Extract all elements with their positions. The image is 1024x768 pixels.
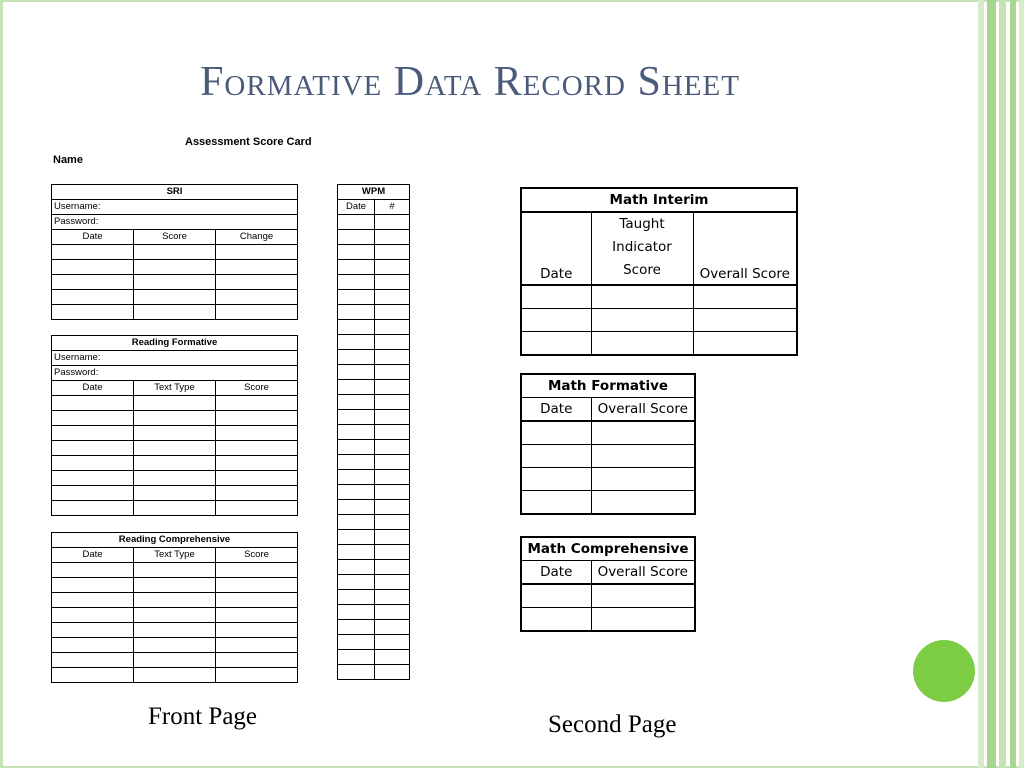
wpm-data-row xyxy=(338,440,410,455)
wpm-data-row xyxy=(338,575,410,590)
wpm-data-row xyxy=(338,470,410,485)
blank-entry-cell[interactable] xyxy=(338,635,375,650)
blank-entry-cell[interactable] xyxy=(134,396,216,411)
reading-comprehensive-data-row xyxy=(52,593,298,608)
reading-comprehensive-data-row xyxy=(52,578,298,593)
wpm-col-number: # xyxy=(375,200,410,215)
blank-entry-cell[interactable] xyxy=(216,471,298,486)
blank-entry-cell[interactable] xyxy=(216,501,298,516)
math-comprehensive-table xyxy=(520,536,696,632)
slide-frame-top xyxy=(0,0,1024,2)
math-formative-col-date: Date xyxy=(521,398,591,422)
sri-data-row xyxy=(52,290,298,305)
decorative-bar xyxy=(978,0,984,768)
blank-entry-cell[interactable] xyxy=(52,260,134,275)
sri-username-field[interactable]: Username: xyxy=(52,200,298,215)
reading-comprehensive-data-row xyxy=(52,638,298,653)
reading-formative-password-field[interactable]: Password: xyxy=(52,366,298,381)
blank-entry-cell[interactable] xyxy=(216,653,298,668)
name-label: Name xyxy=(53,154,83,166)
math-formative-data-row xyxy=(521,491,695,515)
blank-entry-cell[interactable] xyxy=(375,530,410,545)
blank-entry-cell[interactable] xyxy=(338,590,375,605)
blank-entry-cell[interactable] xyxy=(375,410,410,425)
blank-entry-cell[interactable] xyxy=(338,665,375,680)
blank-entry-cell[interactable] xyxy=(338,245,375,260)
blank-entry-cell[interactable] xyxy=(338,605,375,620)
blank-entry-cell[interactable] xyxy=(338,545,375,560)
blank-entry-cell[interactable] xyxy=(375,575,410,590)
blank-entry-cell[interactable] xyxy=(375,470,410,485)
wpm-data-row xyxy=(338,485,410,500)
blank-entry-cell[interactable] xyxy=(521,421,591,445)
blank-entry-cell[interactable] xyxy=(134,456,216,471)
sri-table xyxy=(51,184,298,320)
blank-entry-cell[interactable] xyxy=(134,411,216,426)
blank-entry-cell[interactable] xyxy=(375,545,410,560)
blank-entry-cell[interactable] xyxy=(216,593,298,608)
reading-comprehensive-title: Reading Comprehensive xyxy=(52,533,298,548)
math-comprehensive-col-overall-score: Overall Score xyxy=(591,561,695,585)
reading-formative-title: Reading Formative xyxy=(52,336,298,351)
blank-entry-cell[interactable] xyxy=(134,245,216,260)
reading-formative-data-row xyxy=(52,411,298,426)
sri-col-score: Score xyxy=(134,230,216,245)
blank-entry-cell[interactable] xyxy=(338,530,375,545)
reading-formative-col-score: Score xyxy=(216,381,298,396)
blank-entry-cell[interactable] xyxy=(375,590,410,605)
sri-title: SRI xyxy=(52,185,298,200)
blank-entry-cell[interactable] xyxy=(591,584,695,608)
wpm-data-row xyxy=(338,590,410,605)
blank-entry-cell[interactable] xyxy=(134,668,216,683)
sri-data-row xyxy=(52,260,298,275)
blank-entry-cell[interactable] xyxy=(693,332,797,356)
blank-entry-cell[interactable] xyxy=(338,440,375,455)
blank-entry-cell[interactable] xyxy=(375,380,410,395)
blank-entry-cell[interactable] xyxy=(591,608,695,632)
blank-entry-cell[interactable] xyxy=(134,608,216,623)
wpm-data-row xyxy=(338,635,410,650)
blank-entry-cell[interactable] xyxy=(52,290,134,305)
blank-entry-cell[interactable] xyxy=(216,260,298,275)
blank-entry-cell[interactable] xyxy=(375,215,410,230)
blank-entry-cell[interactable] xyxy=(216,305,298,320)
sri-col-date: Date xyxy=(52,230,134,245)
math-formative-title: Math Formative xyxy=(521,374,695,398)
blank-entry-cell[interactable] xyxy=(591,332,693,356)
blank-entry-cell[interactable] xyxy=(134,275,216,290)
reading-comprehensive-table xyxy=(51,532,298,683)
blank-entry-cell[interactable] xyxy=(338,395,375,410)
blank-entry-cell[interactable] xyxy=(375,425,410,440)
blank-entry-cell[interactable] xyxy=(338,620,375,635)
blank-entry-cell[interactable] xyxy=(591,491,695,515)
wpm-data-row xyxy=(338,215,410,230)
blank-entry-cell[interactable] xyxy=(134,578,216,593)
blank-entry-cell[interactable] xyxy=(375,260,410,275)
blank-entry-cell[interactable] xyxy=(52,623,134,638)
blank-entry-cell[interactable] xyxy=(375,500,410,515)
wpm-data-row xyxy=(338,500,410,515)
wpm-data-row xyxy=(338,410,410,425)
wpm-table xyxy=(337,184,410,680)
blank-entry-cell[interactable] xyxy=(52,653,134,668)
math-interim-table xyxy=(520,187,798,356)
blank-entry-cell[interactable] xyxy=(375,350,410,365)
wpm-data-row xyxy=(338,245,410,260)
reading-comprehensive-data-row xyxy=(52,653,298,668)
blank-entry-cell[interactable] xyxy=(216,623,298,638)
wpm-data-row xyxy=(338,425,410,440)
blank-entry-cell[interactable] xyxy=(521,491,591,515)
blank-entry-cell[interactable] xyxy=(134,623,216,638)
blank-entry-cell[interactable] xyxy=(375,665,410,680)
math-interim-data-row xyxy=(521,285,797,309)
blank-entry-cell[interactable] xyxy=(375,650,410,665)
blank-entry-cell[interactable] xyxy=(52,593,134,608)
blank-entry-cell[interactable] xyxy=(338,575,375,590)
blank-entry-cell[interactable] xyxy=(134,501,216,516)
blank-entry-cell[interactable] xyxy=(521,309,591,332)
math-formative-data-row xyxy=(521,421,695,445)
blank-entry-cell[interactable] xyxy=(375,230,410,245)
wpm-data-row xyxy=(338,560,410,575)
wpm-data-row xyxy=(338,620,410,635)
blank-entry-cell[interactable] xyxy=(521,608,591,632)
blank-entry-cell[interactable] xyxy=(338,380,375,395)
blank-entry-cell[interactable] xyxy=(338,230,375,245)
blank-entry-cell[interactable] xyxy=(338,410,375,425)
blank-entry-cell[interactable] xyxy=(521,584,591,608)
reading-comprehensive-data-row xyxy=(52,608,298,623)
blank-entry-cell[interactable] xyxy=(216,563,298,578)
blank-entry-cell[interactable] xyxy=(134,260,216,275)
blank-entry-cell[interactable] xyxy=(52,608,134,623)
math-formative-col-overall-score: Overall Score xyxy=(591,398,695,422)
reading-formative-data-row xyxy=(52,486,298,501)
wpm-col-date: Date xyxy=(338,200,375,215)
front-page-caption: Front Page xyxy=(148,703,258,730)
blank-entry-cell[interactable] xyxy=(338,560,375,575)
blank-entry-cell[interactable] xyxy=(338,260,375,275)
wpm-data-row xyxy=(338,320,410,335)
reading-comprehensive-data-row xyxy=(52,623,298,638)
math-comprehensive-data-row xyxy=(521,584,695,608)
blank-entry-cell[interactable] xyxy=(216,245,298,260)
blank-entry-cell[interactable] xyxy=(52,396,134,411)
decorative-bar xyxy=(999,0,1006,768)
blank-entry-cell[interactable] xyxy=(216,275,298,290)
wpm-data-row xyxy=(338,275,410,290)
blank-entry-cell[interactable] xyxy=(591,285,693,309)
blank-entry-cell[interactable] xyxy=(338,455,375,470)
math-interim-data-row xyxy=(521,332,797,356)
blank-entry-cell[interactable] xyxy=(375,320,410,335)
blank-entry-cell[interactable] xyxy=(216,608,298,623)
blank-entry-cell[interactable] xyxy=(134,305,216,320)
blank-entry-cell[interactable] xyxy=(134,638,216,653)
reading-comprehensive-data-row xyxy=(52,668,298,683)
reading-formative-data-row xyxy=(52,426,298,441)
blank-entry-cell[interactable] xyxy=(216,578,298,593)
reading-formative-col-date: Date xyxy=(52,381,134,396)
math-formative-table xyxy=(520,373,696,515)
wpm-data-row xyxy=(338,530,410,545)
blank-entry-cell[interactable] xyxy=(134,441,216,456)
wpm-data-row xyxy=(338,455,410,470)
wpm-title: WPM xyxy=(338,185,410,200)
blank-entry-cell[interactable] xyxy=(216,411,298,426)
blank-entry-cell[interactable] xyxy=(338,515,375,530)
math-interim-col-overall-score: Overall Score xyxy=(693,212,797,285)
blank-entry-cell[interactable] xyxy=(591,445,695,468)
blank-entry-cell[interactable] xyxy=(375,485,410,500)
wpm-data-row xyxy=(338,545,410,560)
blank-entry-cell[interactable] xyxy=(216,638,298,653)
blank-entry-cell[interactable] xyxy=(375,245,410,260)
blank-entry-cell[interactable] xyxy=(216,668,298,683)
reading-comprehensive-col-score: Score xyxy=(216,548,298,563)
blank-entry-cell[interactable] xyxy=(338,350,375,365)
blank-entry-cell[interactable] xyxy=(134,471,216,486)
math-interim-data-row xyxy=(521,309,797,332)
blank-entry-cell[interactable] xyxy=(52,471,134,486)
blank-entry-cell[interactable] xyxy=(375,305,410,320)
blank-entry-cell[interactable] xyxy=(591,468,695,491)
wpm-data-row xyxy=(338,230,410,245)
blank-entry-cell[interactable] xyxy=(338,485,375,500)
reading-formative-table xyxy=(51,335,298,516)
wpm-data-row xyxy=(338,350,410,365)
sri-data-row xyxy=(52,305,298,320)
blank-entry-cell[interactable] xyxy=(693,309,797,332)
blank-entry-cell[interactable] xyxy=(52,245,134,260)
wpm-data-row xyxy=(338,605,410,620)
wpm-data-row xyxy=(338,365,410,380)
blank-entry-cell[interactable] xyxy=(521,468,591,491)
blank-entry-cell[interactable] xyxy=(134,563,216,578)
blank-entry-cell[interactable] xyxy=(338,335,375,350)
score-card-title: Assessment Score Card xyxy=(185,136,312,148)
reading-formative-username-field[interactable]: Username: xyxy=(52,351,298,366)
blank-entry-cell[interactable] xyxy=(338,290,375,305)
blank-entry-cell[interactable] xyxy=(338,425,375,440)
decorative-bar xyxy=(1019,0,1024,768)
blank-entry-cell[interactable] xyxy=(338,365,375,380)
blank-entry-cell[interactable] xyxy=(375,605,410,620)
blank-entry-cell[interactable] xyxy=(216,486,298,501)
blank-entry-cell[interactable] xyxy=(591,309,693,332)
reading-formative-data-row xyxy=(52,501,298,516)
wpm-data-row xyxy=(338,380,410,395)
blank-entry-cell[interactable] xyxy=(375,335,410,350)
blank-entry-cell[interactable] xyxy=(52,638,134,653)
blank-entry-cell[interactable] xyxy=(134,593,216,608)
blank-entry-cell[interactable] xyxy=(52,563,134,578)
blank-entry-cell[interactable] xyxy=(52,668,134,683)
math-comprehensive-col-date: Date xyxy=(521,561,591,585)
blank-entry-cell[interactable] xyxy=(216,290,298,305)
slide-frame-left xyxy=(0,0,3,768)
blank-entry-cell[interactable] xyxy=(134,486,216,501)
blank-entry-cell[interactable] xyxy=(52,426,134,441)
math-comprehensive-data-row xyxy=(521,608,695,632)
blank-entry-cell[interactable] xyxy=(338,305,375,320)
reading-comprehensive-col-text-type: Text Type xyxy=(134,548,216,563)
math-interim-title: Math Interim xyxy=(521,188,797,212)
blank-entry-cell[interactable] xyxy=(52,578,134,593)
wpm-data-row xyxy=(338,305,410,320)
blank-entry-cell[interactable] xyxy=(216,396,298,411)
blank-entry-cell[interactable] xyxy=(216,456,298,471)
sri-col-change: Change xyxy=(216,230,298,245)
blank-entry-cell[interactable] xyxy=(52,501,134,516)
reading-formative-data-row xyxy=(52,396,298,411)
blank-entry-cell[interactable] xyxy=(134,653,216,668)
decorative-bar xyxy=(1010,0,1016,768)
wpm-data-row xyxy=(338,515,410,530)
blank-entry-cell[interactable] xyxy=(375,620,410,635)
blank-entry-cell[interactable] xyxy=(338,215,375,230)
sri-data-row xyxy=(52,245,298,260)
slide-title: Formative Data Record Sheet xyxy=(200,59,740,105)
blank-entry-cell[interactable] xyxy=(52,441,134,456)
blank-entry-cell[interactable] xyxy=(338,650,375,665)
blank-entry-cell[interactable] xyxy=(134,426,216,441)
blank-entry-cell[interactable] xyxy=(693,285,797,309)
reading-formative-data-row xyxy=(52,456,298,471)
blank-entry-cell[interactable] xyxy=(52,456,134,471)
blank-entry-cell[interactable] xyxy=(52,305,134,320)
reading-formative-data-row xyxy=(52,471,298,486)
wpm-data-row xyxy=(338,650,410,665)
math-formative-data-row xyxy=(521,468,695,491)
blank-entry-cell[interactable] xyxy=(216,426,298,441)
math-comprehensive-title: Math Comprehensive xyxy=(521,537,695,561)
blank-entry-cell[interactable] xyxy=(591,421,695,445)
blank-entry-cell[interactable] xyxy=(52,486,134,501)
blank-entry-cell[interactable] xyxy=(338,320,375,335)
math-interim-col-date: Date xyxy=(521,212,591,285)
math-interim-col-taught-indicator-score: Taught Indicator Score xyxy=(591,212,693,285)
blank-entry-cell[interactable] xyxy=(375,275,410,290)
blank-entry-cell[interactable] xyxy=(216,441,298,456)
reading-formative-data-row xyxy=(52,441,298,456)
blank-entry-cell[interactable] xyxy=(52,275,134,290)
wpm-data-row xyxy=(338,395,410,410)
decorative-bar xyxy=(987,0,996,768)
reading-formative-col-text-type: Text Type xyxy=(134,381,216,396)
blank-entry-cell[interactable] xyxy=(521,445,591,468)
blank-entry-cell[interactable] xyxy=(375,560,410,575)
blank-entry-cell[interactable] xyxy=(52,411,134,426)
blank-entry-cell[interactable] xyxy=(338,500,375,515)
blank-entry-cell[interactable] xyxy=(338,470,375,485)
blank-entry-cell[interactable] xyxy=(375,290,410,305)
blank-entry-cell[interactable] xyxy=(375,365,410,380)
blank-entry-cell[interactable] xyxy=(521,285,591,309)
blank-entry-cell[interactable] xyxy=(338,275,375,290)
blank-entry-cell[interactable] xyxy=(375,440,410,455)
blank-entry-cell[interactable] xyxy=(134,290,216,305)
second-page-caption: Second Page xyxy=(548,711,677,738)
blank-entry-cell[interactable] xyxy=(375,395,410,410)
blank-entry-cell[interactable] xyxy=(521,332,591,356)
sri-password-field[interactable]: Password: xyxy=(52,215,298,230)
sri-data-row xyxy=(52,275,298,290)
decorative-circle xyxy=(913,640,975,702)
blank-entry-cell[interactable] xyxy=(375,455,410,470)
blank-entry-cell[interactable] xyxy=(375,515,410,530)
wpm-data-row xyxy=(338,335,410,350)
blank-entry-cell[interactable] xyxy=(375,635,410,650)
wpm-data-row xyxy=(338,260,410,275)
wpm-data-row xyxy=(338,290,410,305)
wpm-data-row xyxy=(338,665,410,680)
reading-comprehensive-data-row xyxy=(52,563,298,578)
math-formative-data-row xyxy=(521,445,695,468)
reading-comprehensive-col-date: Date xyxy=(52,548,134,563)
